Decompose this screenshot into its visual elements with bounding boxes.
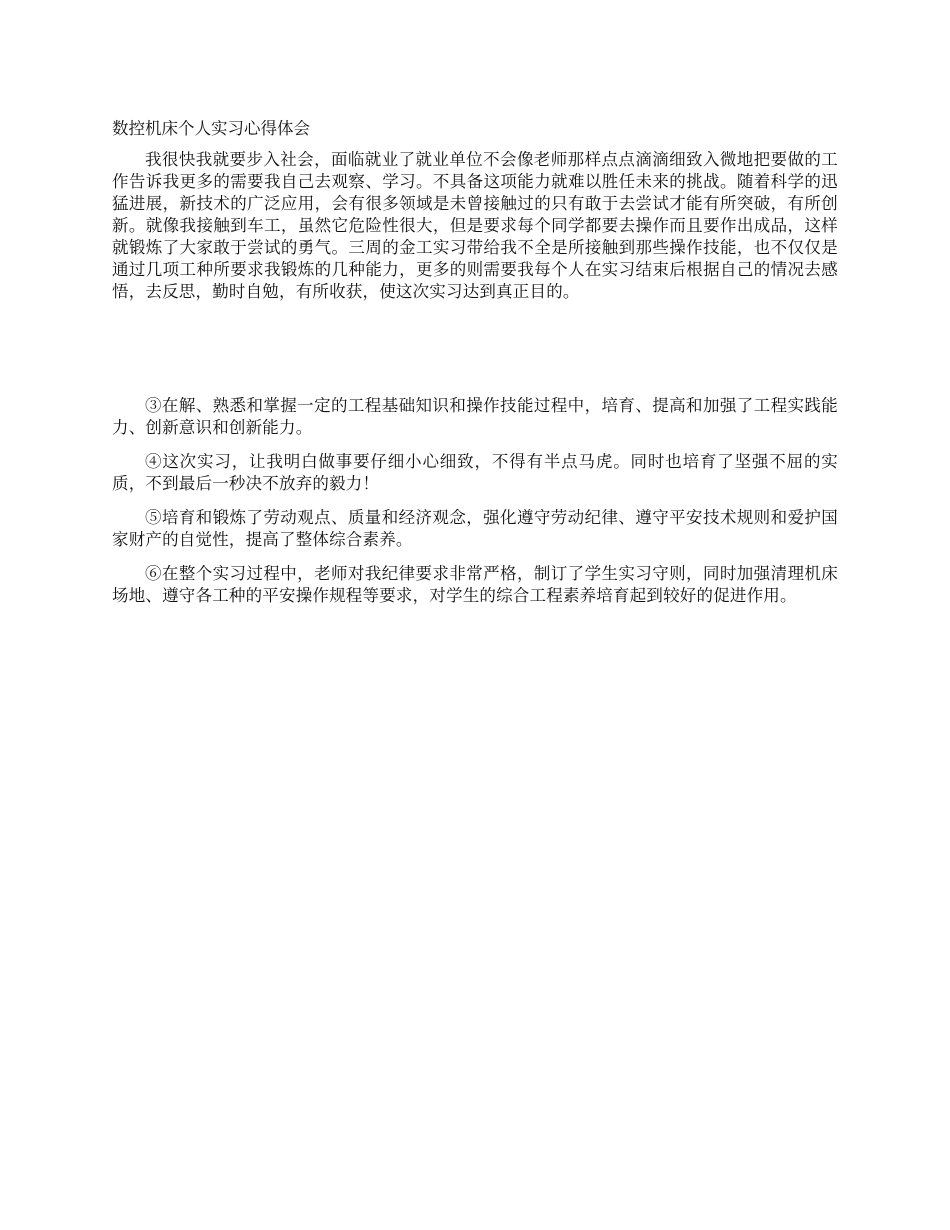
paragraph-intro: 我很快我就要步入社会，面临就业了就业单位不会像老师那样点点滴滴细致入微地把要做的工作告诉我更多的需要我自己去观察、学习。不具备这项能力就难以胜任未来的挑战。随着科学的迅猛进展，新技术的广泛应用，会有很多领域是未曾接触过的只有敢于去尝试才能有所突破，有所创新。就像我接触到车工，虽然它危险性很大，但是要求每个同学都要去操作而且要作出成品，这样就锻炼了大家敢于尝试的勇气。三周的金工实习带给我不全是所接触到那些操作技能，也不仅仅是通过几项工种所要求我锻炼的几种能力，更多的则需要我每个人在实习结束后根据自己的情况去感悟，去反思，勤时自勉，有所收获，使这次实习达到真正目的。 bbox=[112, 150, 838, 301]
paragraph-item-3: ③在解、熟悉和掌握一定的工程基础知识和操作技能过程中，培育、提高和加强了工程实践能力、创新意识和创新能力。 bbox=[112, 396, 838, 437]
document-title: 数控机床个人实习心得体会 bbox=[112, 119, 310, 138]
paragraph-item-5: ⑤培育和锻炼了劳动观点、质量和经济观念，强化遵守劳动纪律、遵守平安技术规则和爱护国家财产的自觉性，提高了整体综合素养。 bbox=[112, 508, 838, 549]
paragraph-item-4: ④这次实习，让我明白做事要仔细小心细致，不得有半点马虎。同时也培育了坚强不屈的实质，不到最后一秒决不放弃的毅力！ bbox=[112, 452, 838, 493]
paragraph-item-6: ⑥在整个实习过程中，老师对我纪律要求非常严格，制订了学生实习守则，同时加强清理机床场地、遵守各工种的平安操作规程等要求，对学生的综合工程素养培育起到较好的促进作用。 bbox=[112, 564, 838, 605]
